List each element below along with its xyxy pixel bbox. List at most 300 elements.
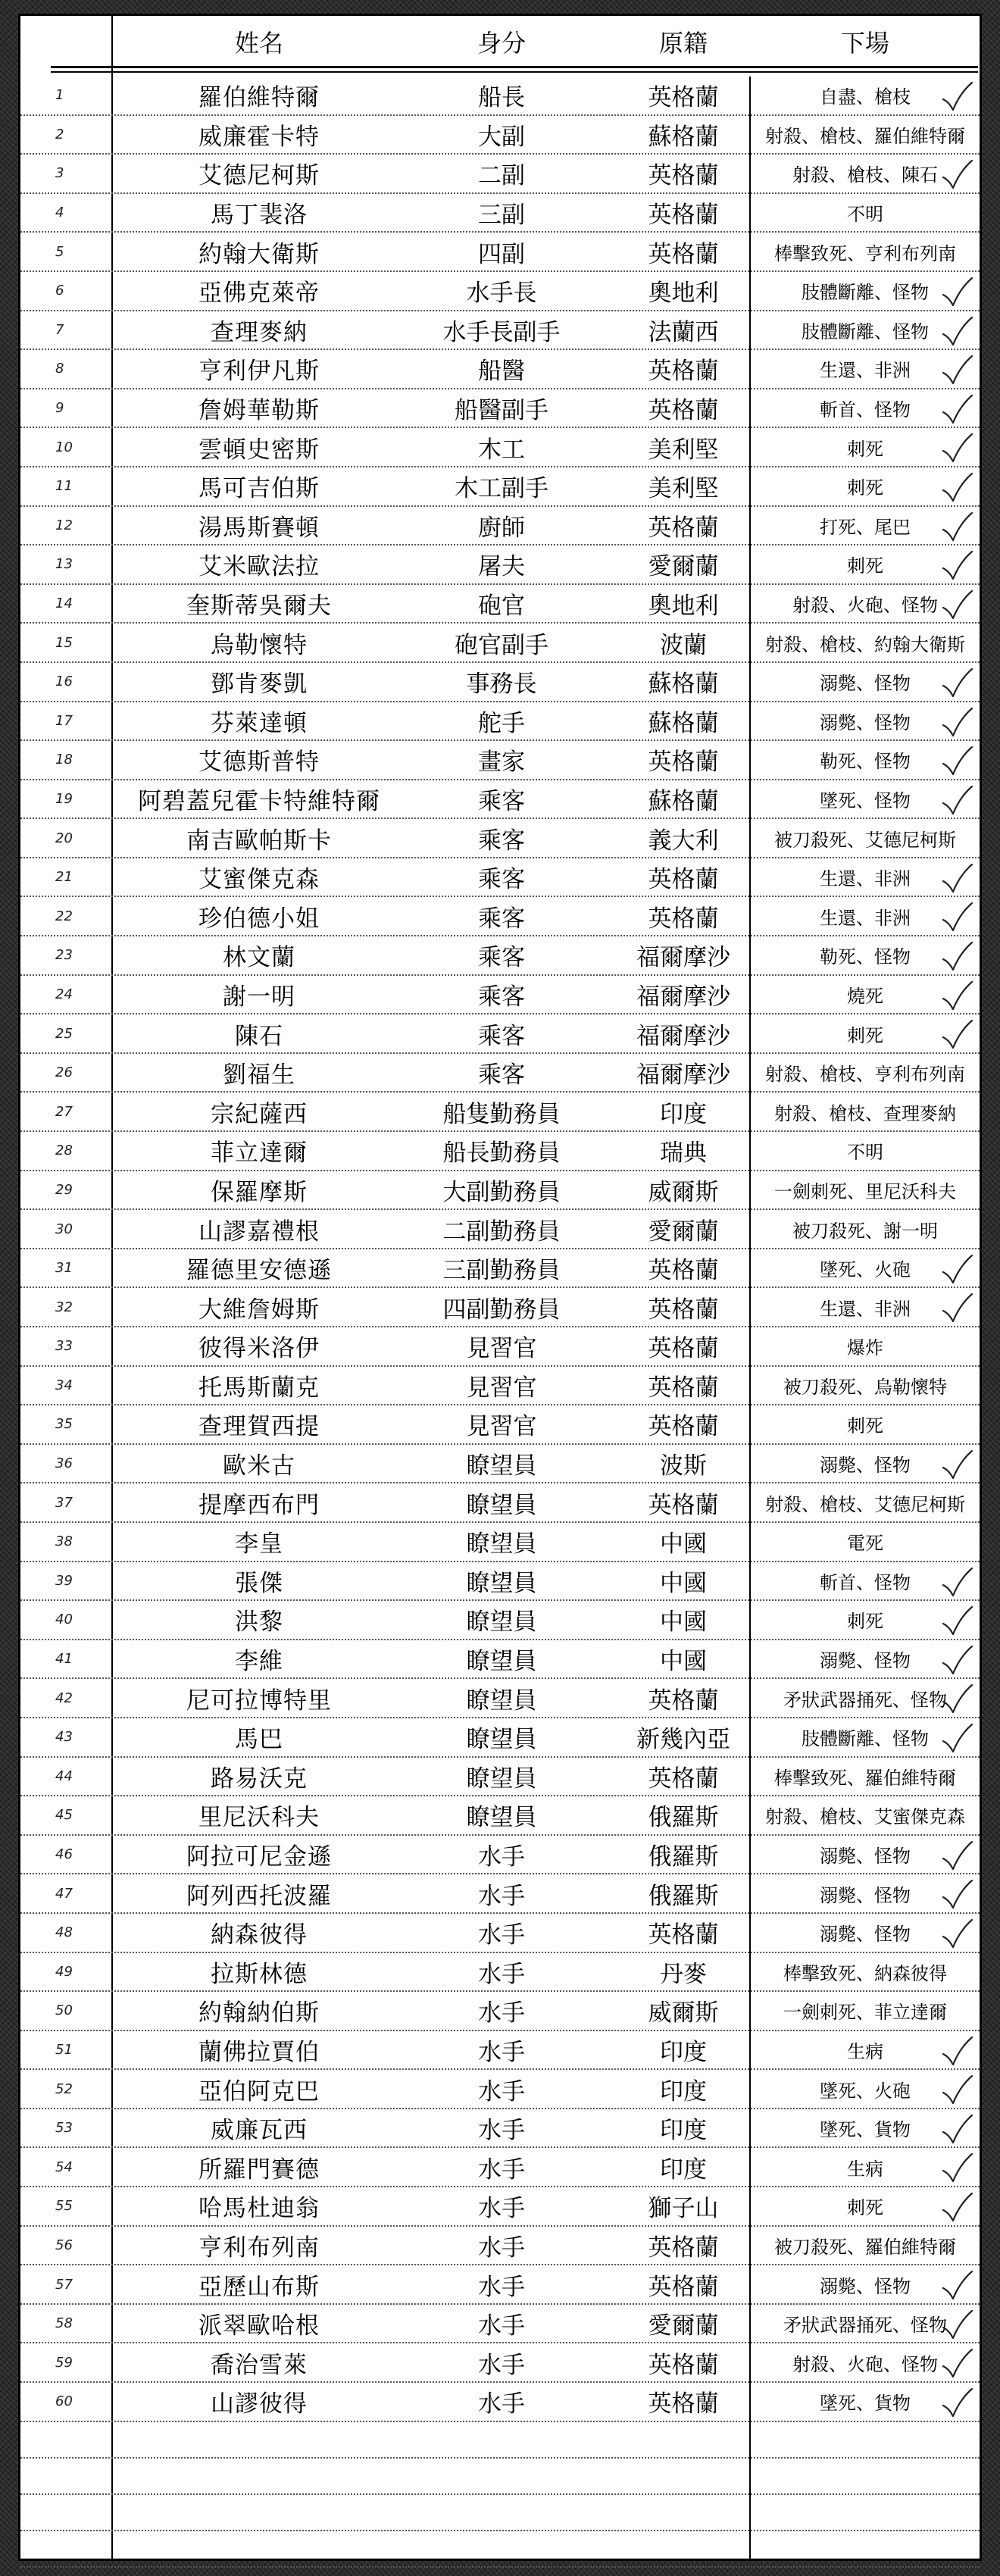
crew-role: 水手 [478,2312,525,2340]
crew-role: 瞭望員 [466,1491,537,1519]
crew-origin: 英格蘭 [648,1335,719,1363]
table-row [20,1679,980,1718]
crew-fate: 被刀殺死、烏勒懷特 [783,1376,947,1398]
row-number: 18 [55,752,73,768]
table-row [20,1523,980,1562]
crew-table-body [20,77,980,2568]
crew-role: 水手 [478,1921,525,1949]
row-number: 51 [55,2041,73,2058]
crew-role: 乘客 [478,1061,525,1089]
table-row [20,233,980,272]
crew-name: 馬丁裴洛 [211,202,308,230]
table-row [20,1014,980,1054]
crew-name: 所羅門賽德 [198,2156,320,2184]
row-number: 46 [55,1846,73,1863]
crew-name: 納森彼得 [211,1921,308,1949]
crew-name: 路易沃克 [211,1765,308,1793]
crew-fate: 射殺、槍枝、陳石 [792,164,938,186]
row-number: 37 [55,1494,73,1511]
row-number: 36 [55,1455,73,1472]
crew-origin: 愛爾蘭 [648,553,719,581]
crew-name: 蘭佛拉賈伯 [198,2038,320,2066]
crew-role: 水手 [478,1843,525,1871]
row-number: 24 [55,986,73,1002]
crew-fate: 爆炸 [847,1337,883,1359]
crew-role: 水手 [478,2351,525,2379]
crew-origin: 俄羅斯 [648,1804,719,1832]
crew-role: 木工副手 [455,475,548,503]
crew-ledger-page [18,14,982,2561]
crew-name: 亞佛克萊帝 [198,280,320,308]
crew-name: 威廉瓦西 [211,2117,308,2145]
crew-role: 瞭望員 [466,1569,537,1597]
crew-fate: 墜死、貨物 [820,2393,911,2415]
row-number: 30 [55,1221,73,1237]
crew-name: 羅德里安德遜 [186,1257,332,1285]
crew-fate: 燒死 [847,985,883,1007]
row-number: 41 [55,1651,73,1668]
crew-role: 瞭望員 [466,1452,537,1480]
crew-name: 劉福生 [223,1061,295,1089]
crew-name: 宗紀薩西 [211,1100,308,1128]
crew-role: 四副勤務員 [442,1296,561,1324]
blank-ruled-line [20,2422,980,2459]
crew-role: 見習官 [466,1374,537,1402]
crew-name: 提摩西布門 [198,1491,320,1519]
crew-fate: 溺斃、怪物 [820,673,911,695]
crew-fate: 射殺、火砲、怪物 [792,2353,938,2375]
crew-fate: 不明 [847,1142,883,1164]
crew-fate: 刺死 [847,555,883,577]
row-number: 8 [55,361,64,377]
header-fate: 下場 [840,29,889,58]
table-row [20,1210,980,1249]
crew-fate: 溺斃、怪物 [820,1884,911,1906]
table-row [20,2031,980,2071]
crew-origin: 瑞典 [660,1140,707,1168]
crew-origin: 蘇格蘭 [648,787,719,815]
table-row [20,77,980,116]
row-number: 11 [55,478,73,495]
crew-name: 雲頓史密斯 [198,436,320,464]
crew-fate: 溺斃、怪物 [820,1650,911,1672]
table-row [20,389,980,429]
table-row [20,350,980,389]
crew-origin: 英格蘭 [648,514,719,542]
crew-name: 約翰納伯斯 [198,1999,320,2027]
crew-role: 乘客 [478,905,525,933]
table-row [20,936,980,976]
crew-role: 見習官 [466,1413,537,1441]
crew-role: 廚師 [478,514,525,542]
crew-name: 阿碧蓋兒霍卡特維特爾 [138,787,380,815]
table-row [20,585,980,624]
row-number: 9 [55,400,64,417]
crew-role: 四副 [478,240,525,268]
crew-role: 見習官 [466,1335,537,1363]
crew-origin: 奧地利 [648,592,719,621]
crew-fate: 矛狀武器捅死、怪物 [783,1689,947,1711]
crew-origin: 俄羅斯 [648,1882,719,1910]
crew-fate: 墜死、火砲 [820,2080,911,2102]
row-number: 44 [55,1768,73,1784]
crew-name: 鄧肯麥凱 [211,671,308,699]
row-number: 53 [55,2120,73,2137]
crew-origin: 英格蘭 [648,749,719,777]
crew-fate: 溺斃、怪物 [820,1924,911,1946]
crew-name: 亞歷山布斯 [198,2273,320,2301]
crew-fate: 生還、非洲 [820,868,911,890]
crew-role: 船長 [478,84,525,112]
crew-origin: 英格蘭 [648,1257,719,1285]
crew-role: 水手 [478,2234,525,2262]
crew-role: 水手長 [466,280,537,308]
crew-fate: 勒死、怪物 [820,751,911,773]
crew-fate: 生病 [847,2158,883,2180]
crew-role: 船醫副手 [455,397,548,425]
table-row [20,624,980,663]
row-number: 6 [55,283,64,299]
crew-role: 瞭望員 [466,1648,537,1676]
crew-fate: 射殺、火砲、怪物 [792,595,938,617]
crew-name: 查理麥納 [211,318,308,346]
crew-role: 大副勤務員 [442,1178,561,1206]
row-number: 45 [55,1807,73,1824]
row-number: 34 [55,1377,73,1393]
row-number: 39 [55,1572,73,1589]
crew-origin: 美利堅 [648,475,719,503]
crew-origin: 印度 [660,1100,707,1128]
crew-origin: 英格蘭 [648,1921,719,1949]
crew-fate: 被刀殺死、艾德尼柯斯 [774,829,956,851]
table-row [20,2070,980,2109]
row-number: 31 [55,1260,73,1277]
table-row [20,1445,980,1484]
crew-name: 芬萊達頓 [211,709,308,737]
crew-fate: 墜死、怪物 [820,789,911,811]
crew-fate: 棒擊致死、羅伯維特爾 [774,1767,956,1789]
crew-name: 張傑 [235,1569,283,1597]
crew-origin: 義大利 [648,827,719,855]
crew-origin: 英格蘭 [648,1765,719,1793]
crew-fate: 自盡、槍枝 [820,86,911,108]
row-number: 21 [55,869,73,886]
row-number: 57 [55,2276,73,2293]
crew-origin: 英格蘭 [648,2390,719,2418]
crew-fate: 生還、非洲 [820,1298,911,1320]
table-row [20,741,980,780]
table-row [20,702,980,742]
crew-name: 艾米歐法拉 [198,553,320,581]
row-number: 1 [55,87,64,104]
crew-role: 水手 [478,2273,525,2301]
crew-name: 大維詹姆斯 [198,1296,320,1324]
crew-origin: 印度 [660,2077,707,2106]
crew-fate: 墜死、貨物 [820,2119,911,2141]
crew-fate: 射殺、槍枝、亨利布列南 [765,1064,965,1086]
crew-name: 阿列西托波羅 [186,1882,332,1910]
table-row [20,1758,980,1797]
crew-fate: 棒擊致死、亨利布列南 [774,242,956,264]
crew-name: 李皇 [235,1530,283,1558]
table-row [20,780,980,820]
crew-origin: 英格蘭 [648,866,719,894]
table-header [20,16,980,63]
crew-fate: 肢體斷離、怪物 [802,320,929,342]
table-row [20,2343,980,2383]
row-number: 32 [55,1299,73,1315]
crew-role: 水手 [478,2195,525,2223]
crew-origin: 英格蘭 [648,202,719,230]
crew-role: 畫家 [478,749,525,777]
crew-role: 水手 [478,2077,525,2106]
crew-role: 水手 [478,2038,525,2066]
table-row [20,1093,980,1132]
crew-fate: 不明 [847,204,883,226]
crew-fate: 生還、非洲 [820,360,911,382]
table-row [20,1171,980,1211]
crew-name: 彼得米洛伊 [198,1335,320,1363]
crew-name: 艾德斯普特 [198,749,320,777]
crew-fate: 射殺、槍枝、艾德尼柯斯 [765,1493,965,1515]
table-row [20,1288,980,1327]
crew-name: 亨利布列南 [198,2234,320,2262]
table-row [20,1953,980,1993]
row-number: 10 [55,439,73,455]
table-row [20,2383,980,2422]
row-number: 40 [55,1612,73,1628]
row-number: 25 [55,1025,73,1042]
row-number: 22 [55,908,73,924]
crew-fate: 生病 [847,2040,883,2062]
crew-role: 砲官 [478,592,525,621]
crew-fate: 棒擊致死、納森彼得 [783,1962,947,1984]
table-row [20,858,980,898]
crew-name: 艾德尼柯斯 [198,162,320,190]
crew-role: 瞭望員 [466,1530,537,1558]
crew-origin: 蘇格蘭 [648,671,719,699]
crew-origin: 英格蘭 [648,2273,719,2301]
row-number: 55 [55,2198,73,2215]
crew-origin: 中國 [660,1569,707,1597]
crew-origin: 英格蘭 [648,1687,719,1715]
crew-role: 船長勤務員 [442,1140,561,1168]
crew-origin: 威爾斯 [648,1999,719,2027]
crew-role: 大副 [478,123,525,151]
crew-name: 謝一明 [223,983,295,1011]
table-row [20,194,980,233]
crew-role: 乘客 [478,787,525,815]
table-row [20,116,980,155]
crew-name: 托馬斯蘭克 [198,1374,320,1402]
row-number: 28 [55,1143,73,1159]
crew-fate: 射殺、槍枝、約翰大衛斯 [765,633,965,655]
crew-name: 保羅摩斯 [211,1178,308,1206]
crew-role: 瞭望員 [466,1726,537,1754]
crew-origin: 蘇格蘭 [648,709,719,737]
crew-origin: 波蘭 [660,631,707,659]
table-row [20,155,980,194]
crew-name: 派翠歐哈根 [198,2312,320,2340]
crew-origin: 印度 [660,2156,707,2184]
crew-origin: 蘇格蘭 [648,123,719,151]
crew-origin: 英格蘭 [648,84,719,112]
crew-name: 里尼沃科夫 [198,1804,320,1832]
crew-origin: 英格蘭 [648,240,719,268]
crew-role: 水手 [478,2117,525,2145]
crew-name: 尼可拉博特里 [186,1687,332,1715]
crew-name: 馬巴 [235,1726,283,1754]
crew-fate: 刺死 [847,2197,883,2219]
crew-origin: 英格蘭 [648,1413,719,1441]
table-row [20,1249,980,1289]
row-number: 23 [55,947,73,964]
crew-name: 羅伯維特爾 [198,84,320,112]
crew-name: 詹姆華勒斯 [198,397,320,425]
crew-name: 菲立達爾 [211,1140,308,1168]
crew-origin: 英格蘭 [648,2351,719,2379]
row-number: 56 [55,2237,73,2253]
crew-fate: 勒死、怪物 [820,946,911,968]
crew-origin: 福爾摩沙 [636,1061,730,1089]
crew-fate: 斬首、怪物 [820,1571,911,1593]
table-row [20,976,980,1015]
crew-role: 三副 [478,202,525,230]
row-number: 5 [55,243,64,260]
crew-origin: 威爾斯 [648,1178,719,1206]
crew-name: 洪黎 [235,1608,283,1637]
crew-role: 二副 [478,162,525,190]
crew-fate: 肢體斷離、怪物 [802,1728,929,1750]
crew-origin: 福爾摩沙 [636,944,730,972]
crew-role: 瞭望員 [466,1765,537,1793]
row-number: 7 [55,321,64,338]
crew-origin: 英格蘭 [648,2234,719,2262]
row-number: 48 [55,1924,73,1941]
crew-role: 水手長副手 [442,318,561,346]
crew-origin: 中國 [660,1530,707,1558]
blank-ruled-line [20,2459,980,2495]
crew-name: 奎斯蒂吳爾夫 [186,592,332,621]
row-number: 16 [55,674,73,690]
crew-origin: 丹麥 [660,1960,707,1988]
table-row [20,1914,980,1953]
crew-origin: 新幾內亞 [636,1726,730,1754]
crew-name: 南吉歐帕斯卡 [186,827,332,855]
row-number: 52 [55,2080,73,2097]
table-row [20,272,980,311]
crew-fate: 溺斃、怪物 [820,711,911,733]
crew-fate: 刺死 [847,1415,883,1437]
crew-role: 乘客 [478,944,525,972]
crew-fate: 射殺、槍枝、查理麥納 [774,1102,956,1124]
crew-role: 船醫 [478,358,525,386]
table-row [20,2187,980,2227]
table-row [20,1483,980,1523]
table-row [20,1601,980,1640]
crew-fate: 射殺、槍枝、羅伯維特爾 [765,125,965,147]
crew-name: 山謬嘉禮根 [198,1218,320,1246]
crew-name: 湯馬斯賽頓 [198,514,320,542]
crew-fate: 刺死 [847,1024,883,1046]
row-number: 29 [55,1181,73,1198]
crew-name: 阿拉可尼金遜 [186,1843,332,1871]
crew-name: 拉斯林德 [211,1960,308,1988]
crew-role: 水手 [478,2390,525,2418]
crew-origin: 英格蘭 [648,1296,719,1324]
crew-fate: 肢體斷離、怪物 [802,282,929,304]
crew-name: 馬可吉伯斯 [198,475,320,503]
crew-name: 烏勒懷特 [211,631,308,659]
crew-origin: 中國 [660,1608,707,1637]
crew-role: 砲官副手 [455,631,548,659]
crew-origin: 中國 [660,1648,707,1676]
row-number: 17 [55,712,73,729]
crew-role: 舵手 [478,709,525,737]
row-number: 3 [55,165,64,182]
table-row [20,2148,980,2187]
crew-role: 水手 [478,1999,525,2027]
table-row [20,897,980,936]
crew-role: 乘客 [478,983,525,1011]
crew-fate: 一劍刺死、菲立達爾 [783,2002,947,2024]
crew-fate: 被刀殺死、謝一明 [792,1220,938,1242]
crew-name: 艾蜜傑克森 [198,866,320,894]
table-row [20,1718,980,1758]
row-number: 14 [55,596,73,612]
crew-origin: 獅子山 [648,2195,719,2223]
row-number: 35 [55,1416,73,1433]
table-row [20,1874,980,1914]
crew-origin: 英格蘭 [648,905,719,933]
crew-fate: 溺斃、怪物 [820,1455,911,1477]
row-number: 50 [55,2002,73,2019]
crew-role: 三副勤務員 [442,1257,561,1285]
row-number: 27 [55,1103,73,1120]
crew-fate: 斬首、怪物 [820,399,911,421]
crew-name: 威廉霍卡特 [198,123,320,151]
crew-role: 乘客 [478,827,525,855]
table-row [20,507,980,546]
crew-name: 歐米古 [223,1452,295,1480]
crew-origin: 英格蘭 [648,1374,719,1402]
row-number: 20 [55,830,73,846]
row-number: 60 [55,2393,73,2410]
row-number: 42 [55,1690,73,1706]
crew-fate: 刺死 [847,1611,883,1633]
row-number: 43 [55,1729,73,1746]
crew-name: 李維 [235,1648,283,1676]
crew-origin: 英格蘭 [648,358,719,386]
table-row [20,1054,980,1093]
crew-fate: 矛狀武器捅死、怪物 [783,2315,947,2337]
crew-role: 船隻勤務員 [442,1100,561,1128]
row-number: 58 [55,2315,73,2332]
header-rule-bottom [51,71,978,73]
table-row [20,1327,980,1367]
table-row [20,2305,980,2344]
crew-origin: 英格蘭 [648,397,719,425]
row-number: 15 [55,634,73,651]
crew-name: 林文蘭 [223,944,295,972]
table-row [20,1796,980,1836]
row-number: 54 [55,2159,73,2175]
row-number: 49 [55,1963,73,1980]
crew-role: 屠夫 [478,553,525,581]
table-row [20,311,980,351]
row-number: 59 [55,2354,73,2371]
table-row [20,1836,980,1875]
